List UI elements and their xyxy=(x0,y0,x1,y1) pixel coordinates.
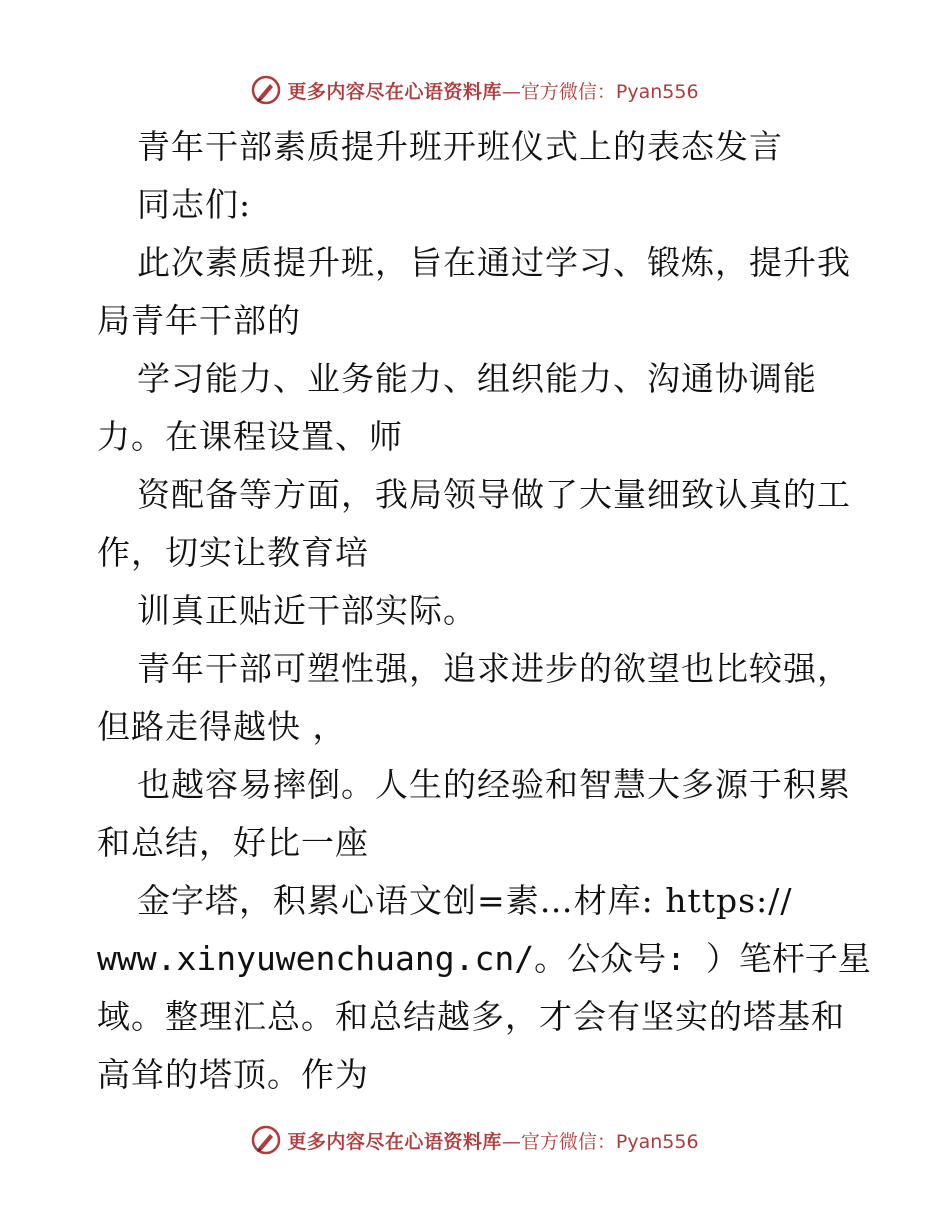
text-line: 金字塔，积累心语文创=素…材库: https:// xyxy=(137,881,793,920)
text-line: 训真正贴近干部实际。 xyxy=(137,591,477,630)
text-line: 和总结，好比一座 xyxy=(97,823,369,862)
document-title: 青年干部素质提升班开班仪式上的表态发言 xyxy=(137,127,783,166)
header-watermark xyxy=(0,70,950,110)
watermark-contact: —官方微信：Pyan556 xyxy=(501,1130,699,1153)
watermark-text: 更多内容尽在心语资料库 xyxy=(287,1130,502,1153)
document-body xyxy=(97,118,871,1104)
text-line: 学习能力、业务能力、组织能力、沟通协调能 xyxy=(137,359,817,398)
text-line: 但路走得越快 ， xyxy=(97,707,347,746)
watermark-contact: —官方微信：Pyan556 xyxy=(501,80,699,103)
footer-watermark xyxy=(0,1120,950,1160)
text-line: 资配备等方面，我局领导做了大量细致认真的工 xyxy=(137,475,851,514)
text-line: 高耸的塔顶。作为 xyxy=(97,1055,369,1094)
text-line: www.xinyuwenchuang.cn/。公众号: ）笔杆子星 xyxy=(97,939,871,978)
pen-logo-icon xyxy=(251,1125,281,1155)
salutation: 同志们: xyxy=(137,185,252,224)
pen-logo-icon xyxy=(251,75,281,105)
watermark-text: 更多内容尽在心语资料库 xyxy=(287,80,502,103)
text-line: 力。在课程设置、师 xyxy=(97,417,403,456)
text-line: 作，切实让教育培 xyxy=(97,533,369,572)
text-line: 域。整理汇总。和总结越多，才会有坚实的塔基和 xyxy=(97,997,845,1036)
text-line: 此次素质提升班，旨在通过学习、锻炼，提升我 xyxy=(137,243,851,282)
text-line: 局青年干部的 xyxy=(97,301,301,340)
text-line: 也越容易摔倒。人生的经验和智慧大多源于积累 xyxy=(137,765,851,804)
text-line: 青年干部可塑性强，追求进步的欲望也比较强， xyxy=(137,649,851,688)
